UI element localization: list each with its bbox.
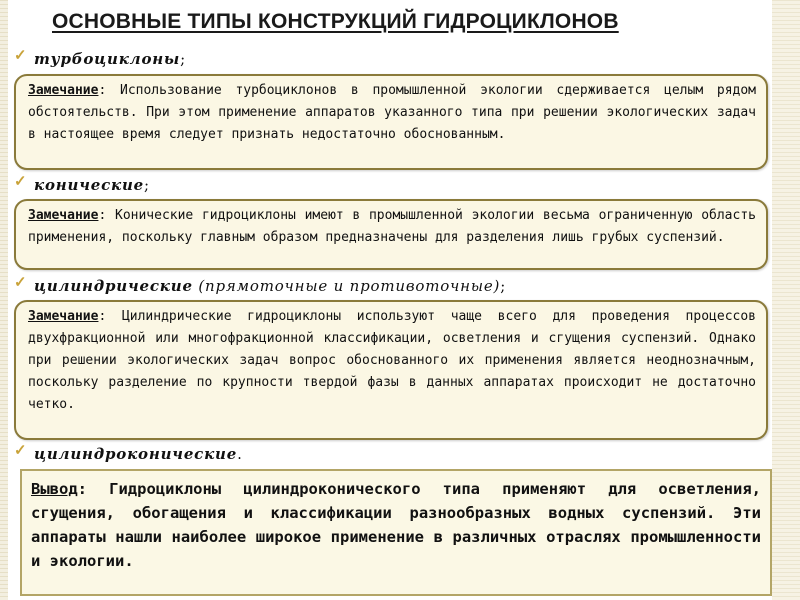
conclusion-box: Вывод: Гидроциклоны цилиндроконического типа применяют для осветления, сгущения, обогащения и классификации разнообразных водных суспензий. Эти аппараты нашли наиболее широкое применение в различных отраслях промышленности и экологии.: [20, 469, 772, 596]
checkmark-icon: ✓: [14, 273, 28, 291]
remark-box-turbo: Замечание: Использование турбоциклонов в промышленной экологии сдерживается целым рядом обстоятельств. При этом применение аппаратов указанного типа при решении экологических задач в настоящее время следует признать недостаточно обоснованным.: [14, 74, 768, 170]
page-title: ОСНОВНЫЕ ТИПЫ КОНСТРУКЦИЙ ГИДРОЦИКЛОНОВ: [52, 10, 619, 33]
type-item-cylindroconical: ✓ цилиндроконические.: [14, 441, 243, 463]
remark-box-cylindrical: Замечание: Цилиндрические гидроциклоны используют чаще всего для проведения процессов двухфракционной или многофракционной классификации, осветления и сгущения суспензий. Однако при решении экологических задач вопрос обоснованного их применения является неоднозначным, поскольку разделение по крупности твердой фазы в данных аппаратах происходит не достаточно четко.: [14, 300, 768, 440]
checkmark-icon: ✓: [14, 441, 28, 459]
left-decor-strip: [0, 0, 8, 600]
checkmark-icon: ✓: [14, 46, 28, 64]
type-item-conical: ✓ конические;: [14, 172, 150, 194]
remark-box-conical: Замечание: Конические гидроциклоны имеют в промышленной экологии весьма ограниченную область применения, поскольку главным образом предназначены для разделения лишь грубых суспензий.: [14, 199, 768, 270]
type-item-cylindrical: ✓ цилиндрические (прямоточные и противоточные);: [14, 273, 507, 295]
checkmark-icon: ✓: [14, 172, 28, 190]
type-item-turbo: ✓ турбоциклоны;: [14, 46, 186, 68]
right-decor-strip: [772, 0, 800, 600]
